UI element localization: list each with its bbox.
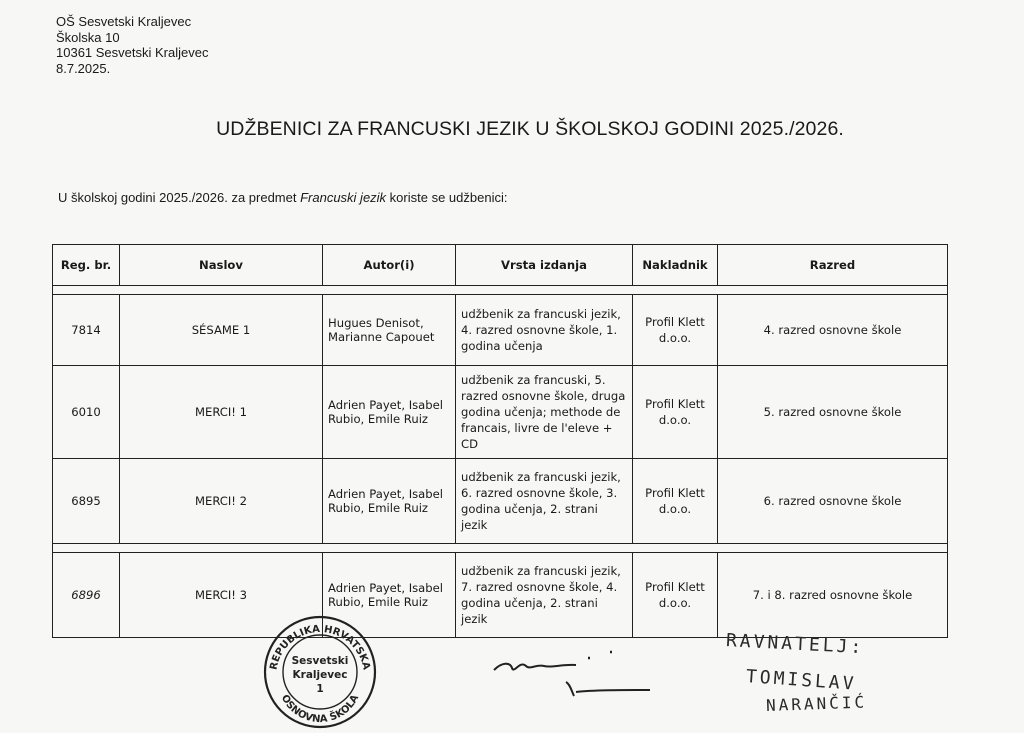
cell-author: Adrien Payet, Isabel Rubio, Emile Ruiz [323, 553, 456, 638]
cell-grade: 6. razred osnovne škole [718, 459, 948, 544]
handwritten-line-1: RAVNATELJ: [725, 630, 865, 659]
stamp-line-3: 1 [316, 683, 324, 695]
document-title: UDŽBENICI ZA FRANCUSKI JEZIK U ŠKOLSKOJ GODINI 2025./2026. [216, 118, 844, 140]
intro-after: koriste se udžbenici: [386, 190, 508, 205]
table-row [53, 295, 948, 366]
intro-before: U školskoj godini 2025./2026. za predmet [58, 190, 301, 205]
cell-author: Hugues Denisot, Marianne Capouet [323, 295, 456, 366]
header-title: Naslov [120, 245, 323, 286]
cell-type: udžbenik za francuski, 5. razred osnovne škole, druga godina učenja; methode de francais, livre de l'eleve + CD [456, 366, 633, 459]
stamp-line-2: Kraljevec [292, 669, 348, 681]
document-date: 8.7.2025. [56, 60, 111, 76]
table-spacer [53, 286, 948, 295]
sender-school: OŠ Sesvetski Kraljevec [56, 14, 192, 29]
cell-title: MERCI! 2 [120, 459, 323, 544]
cell-reg: 6895 [53, 459, 120, 544]
cell-type: udžbenik za francuski jezik, 4. razred osnovne škole, 1. godina učenja [456, 295, 633, 366]
header-reg: Reg. br. [53, 245, 120, 286]
cell-title: SÉSAME 1 [120, 295, 323, 366]
cell-type: udžbenik za francuski jezik, 6. razred osnovne škole, 3. godina učenja, 2. strani jezik [456, 459, 633, 544]
cell-grade: 5. razred osnovne škole [718, 366, 948, 459]
textbook-table [52, 244, 948, 638]
cell-author: Adrien Payet, Isabel Rubio, Emile Ruiz [323, 459, 456, 544]
header-author: Autor(i) [323, 245, 456, 286]
sender-street: Školska 10 [56, 29, 120, 45]
header-type: Vrsta izdanja [456, 245, 633, 286]
header-publisher: Nakladnik [633, 245, 718, 286]
cell-reg: 7814 [53, 295, 120, 366]
cell-publisher: Profil Klett d.o.o. [633, 366, 718, 459]
intro-subject: Francuski jezik [300, 190, 387, 205]
cell-publisher: Profil Klett d.o.o. [633, 553, 718, 638]
table-spacer [53, 544, 948, 553]
table-row [53, 459, 948, 544]
cell-publisher: Profil Klett d.o.o. [633, 459, 718, 544]
header-grade: Razred [718, 245, 948, 286]
signature-scribble [492, 644, 652, 702]
handwritten-line-3: NARANČIĆ [765, 692, 868, 715]
table-header-row [53, 245, 948, 286]
school-stamp [262, 614, 378, 730]
cell-publisher: Profil Klett d.o.o. [633, 295, 718, 366]
cell-author: Adrien Payet, Isabel Rubio, Emile Ruiz [323, 366, 456, 459]
cell-grade: 7. i 8. razred osnovne škole [718, 553, 948, 638]
intro-sentence [58, 190, 507, 205]
cell-title: MERCI! 1 [120, 366, 323, 459]
cell-title: MERCI! 3 [120, 553, 323, 638]
cell-reg: 6896 [53, 553, 120, 638]
handwritten-line-2: TOMISLAV [745, 666, 858, 695]
handwritten-principal [718, 624, 918, 724]
stamp-line-1: Sesvetski [291, 655, 349, 667]
cell-reg: 6010 [53, 366, 120, 459]
cell-type: udžbenik za francuski jezik, 7. razred osnovne škole, 4. godina učenja, 2. strani jezik [456, 553, 633, 638]
stamp-outer-top: REPUBLIKA HRVATSKA [268, 623, 372, 671]
sender-city: 10361 Sesvetski Kraljevec [56, 45, 209, 60]
sender-address [56, 14, 208, 76]
cell-grade: 4. razred osnovne škole [718, 295, 948, 366]
stamp-outer-bottom: OSNOVNA ŠKOLA [278, 693, 362, 726]
table-row [53, 366, 948, 459]
